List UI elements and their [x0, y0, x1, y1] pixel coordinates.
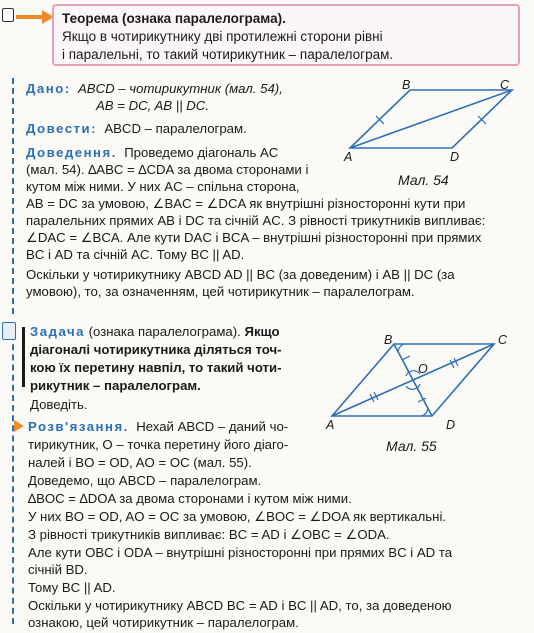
- solution-line: ∆BOC = ∆DOA за двома сторонами і кутом між ними.: [28, 491, 352, 506]
- task-icon: [2, 322, 16, 340]
- diagonal-bd: [394, 344, 432, 416]
- task-text: кою їх перетину навпіл, то такий чоти-: [30, 360, 282, 375]
- task-row: [30, 323, 280, 340]
- proof-line: AB = DC за умовою, ∠BAC = ∠DCA як внутрішні різносторонні кути при: [26, 196, 466, 211]
- solution-line: Нехай ABCD – даний чо-: [136, 419, 289, 434]
- vertex-label: B: [384, 333, 393, 347]
- task-text: Якщо: [244, 324, 280, 339]
- solution-line: З рівності трикутників випливає: BC = AD і ∠OBC = ∠ODA.: [28, 527, 390, 542]
- task-prove: Доведіть.: [30, 397, 88, 412]
- figure-caption: Мал. 55: [386, 438, 437, 454]
- solution-line: Оскільки у чотирикутнику ABCD BC = AD і BC || AD, то, за доведеною: [28, 598, 452, 613]
- proof-line: (мал. 54). ∆ABC = ∆CDA за двома сторонами і: [26, 162, 309, 177]
- solution-line: січній BD.: [28, 562, 88, 577]
- figure-caption: Мал. 54: [398, 172, 449, 188]
- vertex-label: C: [500, 78, 510, 92]
- solution-line: налей і BO = OD, AO = OC (мал. 55).: [28, 455, 252, 470]
- angle-arc: [422, 408, 428, 416]
- task-label: Задача: [30, 324, 85, 339]
- proof-line: Проведемо діагональ AC: [124, 145, 279, 160]
- solution-line: ознакою, цей чотирикутник – паралелограм.: [28, 615, 299, 630]
- solution-row: [28, 418, 288, 435]
- margin-rule: [12, 78, 14, 314]
- solution-line: тирикутник, O – точка перетину його діаго-: [28, 437, 289, 452]
- proof-line: кутом між ними. У них AC – спільна сторона,: [26, 179, 300, 194]
- tick-mark: [402, 356, 410, 360]
- angle-arc: [398, 344, 404, 352]
- diagonal-ac: [350, 90, 512, 148]
- proof-line: BC і AD та січній AC. Тому BC || AD.: [26, 247, 245, 262]
- solution-line: Тому BC || AD.: [28, 580, 116, 595]
- solution-label: Розв'язання.: [28, 419, 129, 434]
- given-row: [26, 80, 283, 97]
- given-line: ABCD – чотирикутник (мал. 54),: [77, 81, 283, 96]
- vertex-label: D: [450, 150, 460, 164]
- arrow-icon: [16, 10, 54, 24]
- vertex-label: A: [344, 150, 353, 164]
- margin-rule: [12, 324, 14, 624]
- prove-label: Довести:: [26, 121, 97, 136]
- solution-line: Доведемо, що ABCD – паралелограм.: [28, 473, 262, 488]
- given-line: AB = DC, AB || DC.: [96, 98, 209, 113]
- proof-label: Доведення.: [26, 145, 117, 160]
- prove-text: ABCD – паралелограм.: [104, 121, 247, 136]
- theorem-title: Теорема (ознака паралелограма).: [62, 11, 286, 26]
- vertex-label: O: [418, 362, 428, 376]
- vertex-label: B: [402, 78, 411, 92]
- task-marker: [22, 327, 25, 387]
- proof-row: [26, 144, 278, 161]
- task-subtitle: (ознака паралелограма).: [88, 324, 241, 339]
- vertex-label: D: [446, 418, 456, 432]
- theorem-box: [52, 4, 520, 66]
- proof-line: Оскільки у чотирикутнику ABCD AD || BC (за доведеним) і AB || DC (за: [26, 267, 455, 282]
- task-text: рикутник – паралелограм.: [30, 378, 201, 393]
- figure-55: [322, 330, 522, 430]
- proof-line: ∠DAC = ∠BCA. Але кути DAC і BCA – внутрішні різносторонні при прямих: [26, 230, 482, 245]
- solution-line: Але кути OBC і ODA – внутрішні різносторонні при прямих BC і AD та: [28, 545, 453, 560]
- bookmark-icon: [2, 8, 14, 22]
- proof-line: паралельних прямих AB і DC та січній AC. З рівності трикутників випливає:: [26, 213, 486, 228]
- solution-marker-icon: [14, 420, 24, 432]
- vertex-label: C: [498, 333, 508, 347]
- theorem-line: і паралельні, то такий чотирикутник – паралелограм.: [62, 47, 394, 62]
- solution-line: У них BO = OD, AO = OC за умовою, ∠BOC = ∠DOA як вертикальні.: [28, 509, 447, 524]
- task-text: діагоналі чотирикутника діляться точ-: [30, 342, 282, 357]
- proof-line: умовою), то, за означенням, цей чотирикутник – паралелограм.: [26, 284, 415, 299]
- theorem-line: Якщо в чотирикутнику дві протилежні сторони рівні: [62, 29, 383, 44]
- given-label: Дано:: [26, 81, 71, 96]
- prove-row: [26, 120, 247, 137]
- vertex-label: A: [326, 418, 335, 432]
